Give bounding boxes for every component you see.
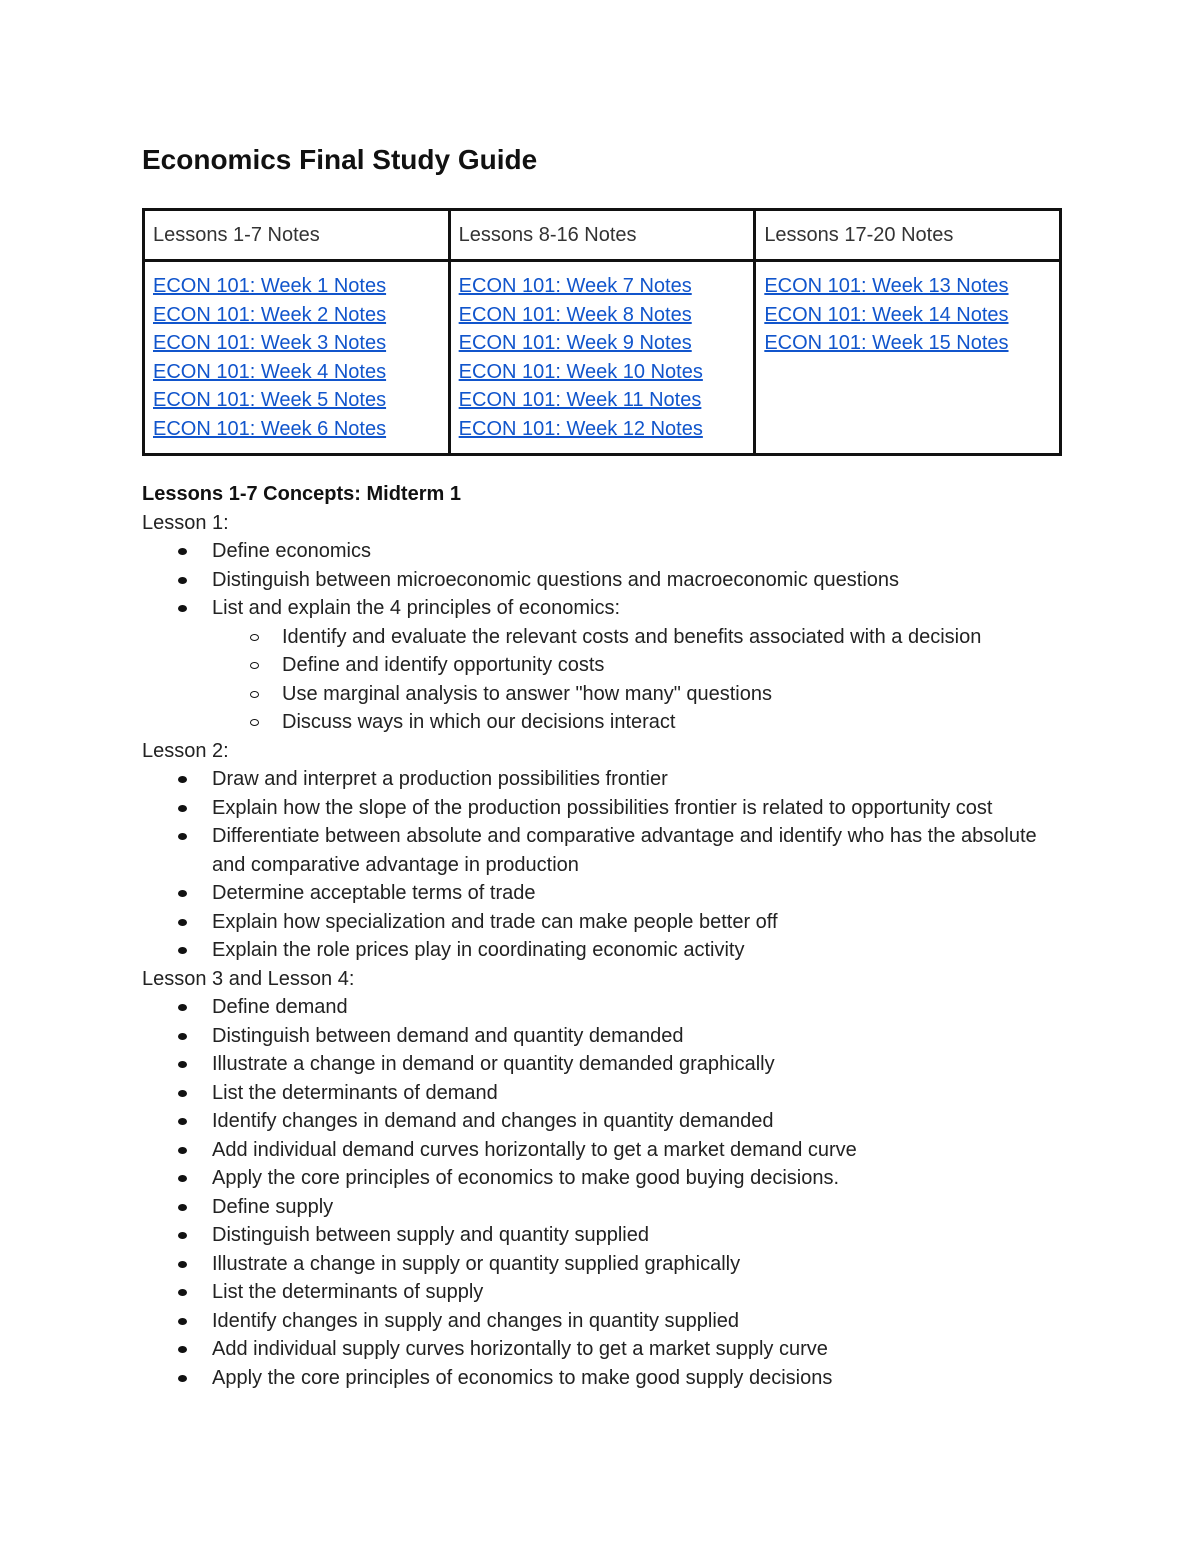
list-item: Distinguish between microeconomic questions and macroeconomic questions	[142, 566, 1062, 595]
week-links-list	[459, 272, 746, 443]
bullet-icon	[178, 947, 187, 954]
bullet-icon	[178, 577, 187, 584]
list-item: Identify and evaluate the relevant costs and benefits associated with a decision	[142, 623, 1062, 652]
bullet-icon	[178, 1118, 187, 1125]
bullet-icon	[178, 1061, 187, 1068]
lesson-1-label: Lesson 1:	[142, 511, 229, 534]
week-14-notes-link[interactable]: ECON 101: Week 14 Notes	[764, 303, 1009, 326]
list-item: Distinguish between demand and quantity demanded	[142, 1022, 1062, 1051]
bullet-icon	[178, 548, 187, 555]
bullet-icon	[178, 1375, 187, 1382]
list-item: Differentiate between absolute and comparative advantage and identify who has the absolute and comparative advantage in production	[142, 822, 1062, 879]
week-1-notes-link[interactable]: ECON 101: Week 1 Notes	[153, 275, 387, 297]
lesson-2-label: Lesson 2:	[142, 739, 229, 762]
list-item: Distinguish between supply and quantity supplied	[142, 1221, 1062, 1250]
list-item: Explain how the slope of the production possibilities frontier is related to opportunity cost	[142, 794, 1062, 823]
list-item: Explain the role prices play in coordinating economic activity	[142, 936, 1062, 965]
hollow-bullet-icon	[250, 719, 259, 726]
bullet-icon	[178, 833, 187, 840]
lesson-3-4-list	[142, 993, 1062, 1392]
principles-sublist	[142, 623, 1062, 737]
bullet-icon	[178, 1004, 187, 1011]
hollow-bullet-icon	[250, 662, 259, 669]
list-item: Define demand	[142, 993, 1062, 1022]
page-title: Economics Final Study Guide	[142, 144, 538, 175]
column-header-lessons-8-16: Lessons 8-16 Notes	[449, 210, 755, 261]
concepts-section	[142, 480, 1062, 1392]
list-item: List and explain the 4 principles of economics:	[142, 594, 1062, 623]
bullet-icon	[178, 1346, 187, 1353]
week-13-notes-link[interactable]: ECON 101: Week 13 Notes	[764, 275, 1009, 297]
table-row	[144, 261, 1061, 455]
list-item: Define economics	[142, 537, 1062, 566]
links-cell-lessons-17-20	[755, 261, 1061, 455]
bullet-icon	[178, 1261, 187, 1268]
bullet-icon	[178, 1147, 187, 1154]
column-header-lessons-1-7: Lessons 1-7 Notes	[144, 210, 450, 261]
list-item: Identify changes in supply and changes in quantity supplied	[142, 1307, 1062, 1336]
notes-table	[142, 208, 1062, 456]
week-5-notes-link[interactable]: ECON 101: Week 5 Notes	[153, 389, 387, 411]
list-item: List the determinants of demand	[142, 1079, 1062, 1108]
hollow-bullet-icon	[250, 691, 259, 698]
bullet-icon	[178, 1289, 187, 1296]
list-item: Add individual demand curves horizontally to get a market demand curve	[142, 1136, 1062, 1165]
links-cell-lessons-8-16	[449, 261, 755, 455]
bullet-icon	[178, 1232, 187, 1239]
list-item: Illustrate a change in supply or quantity supplied graphically	[142, 1250, 1062, 1279]
bullet-icon	[178, 890, 187, 897]
bullet-icon	[178, 1204, 187, 1211]
week-4-notes-link[interactable]: ECON 101: Week 4 Notes	[153, 360, 387, 383]
bullet-icon	[178, 605, 187, 612]
bullet-icon	[178, 776, 187, 783]
week-7-notes-link[interactable]: ECON 101: Week 7 Notes	[458, 275, 692, 297]
bullet-icon	[178, 1175, 187, 1182]
week-12-notes-link[interactable]: ECON 101: Week 12 Notes	[458, 417, 703, 440]
week-11-notes-link[interactable]: ECON 101: Week 11 Notes	[458, 389, 702, 411]
list-item: Identify changes in demand and changes in quantity demanded	[142, 1107, 1062, 1136]
table-header-row	[144, 210, 1061, 261]
bullet-icon	[178, 1090, 187, 1097]
hollow-bullet-icon	[250, 634, 259, 641]
list-item: Draw and interpret a production possibilities frontier	[142, 765, 1062, 794]
list-item: Determine acceptable terms of trade	[142, 879, 1062, 908]
week-links-list	[764, 272, 1051, 358]
list-item: Apply the core principles of economics to make good supply decisions	[142, 1364, 1062, 1393]
lesson-1-list	[142, 537, 1062, 623]
list-item: Discuss ways in which our decisions interact	[142, 708, 1062, 737]
document-page	[142, 140, 1062, 1389]
week-8-notes-link[interactable]: ECON 101: Week 8 Notes	[458, 303, 692, 326]
bullet-icon	[178, 919, 187, 926]
bullet-icon	[178, 1318, 187, 1325]
column-header-lessons-17-20: Lessons 17-20 Notes	[755, 210, 1061, 261]
list-item: Illustrate a change in demand or quantity demanded graphically	[142, 1050, 1062, 1079]
list-item: Define supply	[142, 1193, 1062, 1222]
list-item: Explain how specialization and trade can make people better off	[142, 908, 1062, 937]
week-6-notes-link[interactable]: ECON 101: Week 6 Notes	[153, 417, 387, 440]
list-item: Define and identify opportunity costs	[142, 651, 1062, 680]
list-item: Add individual supply curves horizontally to get a market supply curve	[142, 1335, 1062, 1364]
week-9-notes-link[interactable]: ECON 101: Week 9 Notes	[458, 332, 692, 354]
list-item: Use marginal analysis to answer "how many" questions	[142, 680, 1062, 709]
bullet-icon	[178, 805, 187, 812]
lesson-2-list	[142, 765, 1062, 965]
week-15-notes-link[interactable]: ECON 101: Week 15 Notes	[764, 332, 1009, 354]
week-3-notes-link[interactable]: ECON 101: Week 3 Notes	[153, 332, 387, 354]
week-links-list	[153, 272, 440, 443]
list-item: List the determinants of supply	[142, 1278, 1062, 1307]
week-10-notes-link[interactable]: ECON 101: Week 10 Notes	[458, 360, 703, 383]
bullet-icon	[178, 1033, 187, 1040]
week-2-notes-link[interactable]: ECON 101: Week 2 Notes	[153, 303, 387, 326]
links-cell-lessons-1-7	[144, 261, 450, 455]
lesson-3-4-label: Lesson 3 and Lesson 4:	[142, 967, 355, 990]
list-item: Apply the core principles of economics to make good buying decisions.	[142, 1164, 1062, 1193]
concepts-heading: Lessons 1-7 Concepts: Midterm 1	[142, 483, 461, 505]
